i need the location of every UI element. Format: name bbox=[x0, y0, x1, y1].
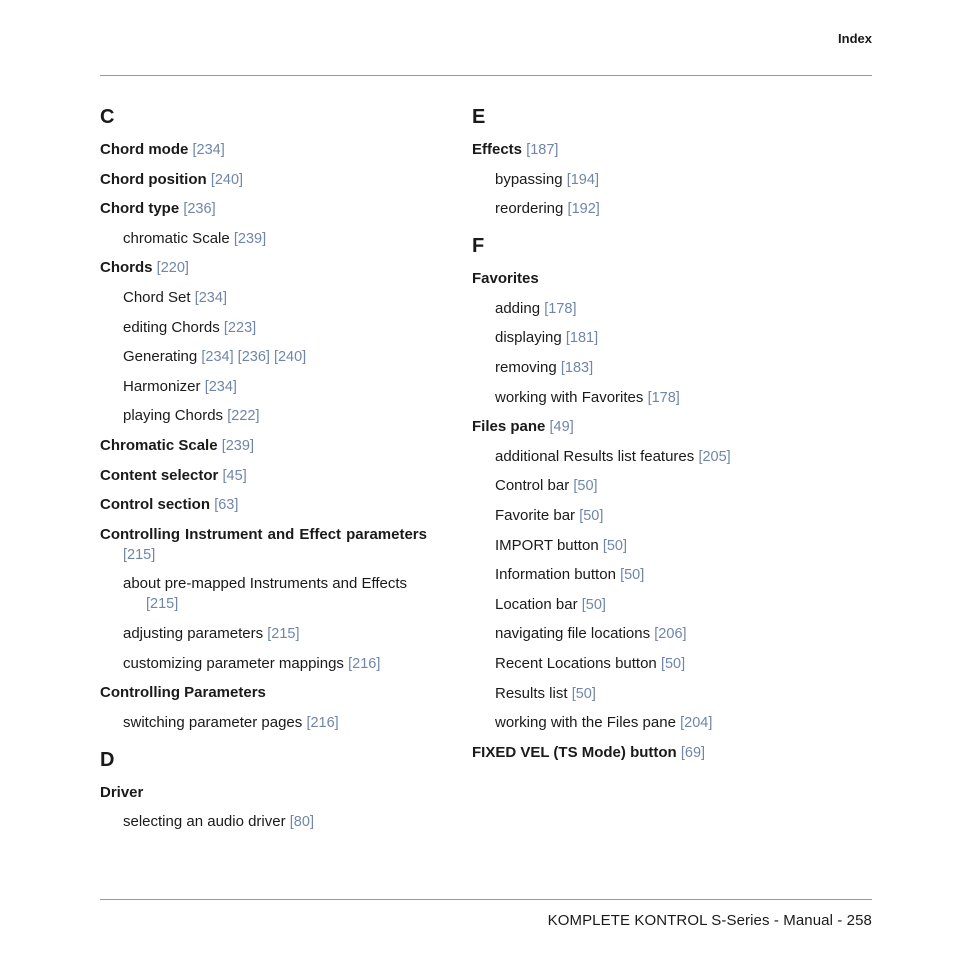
index-subterm: playing Chords bbox=[123, 407, 224, 425]
page-ref-link[interactable]: [178] bbox=[647, 389, 680, 406]
page-ref-link[interactable]: [236] bbox=[183, 201, 216, 218]
index-subentry bbox=[472, 476, 802, 496]
index-subterm: bypassing bbox=[495, 170, 563, 188]
page-ref-link[interactable]: [183] bbox=[560, 359, 594, 376]
index-subterm: switching parameter pages bbox=[123, 713, 303, 731]
page-ref-link[interactable]: [80] bbox=[289, 814, 314, 831]
index-subentry bbox=[472, 654, 802, 674]
page-ref-link[interactable]: [240] bbox=[210, 171, 244, 188]
index-subterm: Harmonizer bbox=[123, 377, 201, 395]
index-subentry bbox=[472, 624, 802, 644]
index-subterm: selecting an audio driver bbox=[123, 813, 286, 831]
page-ref-link[interactable]: [216] bbox=[306, 714, 339, 731]
page-ref-link[interactable]: [49] bbox=[549, 419, 574, 436]
index-subterm: chromatic Scale bbox=[123, 229, 230, 247]
index-subentry bbox=[100, 624, 430, 644]
index-entry bbox=[100, 466, 430, 486]
page-ref-link[interactable]: [222] bbox=[227, 408, 260, 425]
index-subentry bbox=[472, 299, 802, 319]
index-letter-d: D bbox=[100, 748, 115, 771]
index-entry bbox=[472, 743, 802, 763]
index-subterm: Recent Locations button bbox=[495, 654, 657, 672]
page-ref-link[interactable]: [187] bbox=[526, 142, 559, 158]
index-entry bbox=[472, 417, 802, 437]
page-ref-link[interactable]: [192] bbox=[567, 201, 600, 218]
index-term: Effects bbox=[472, 141, 523, 158]
page-ref-link[interactable]: [50] bbox=[620, 567, 645, 584]
index-subentry bbox=[100, 318, 430, 338]
index-term: Favorites bbox=[472, 270, 539, 288]
index-subentry bbox=[100, 406, 430, 426]
index-subterm: displaying bbox=[495, 329, 562, 347]
index-subterm: working with Favorites bbox=[495, 388, 644, 406]
page-ref-link[interactable]: [234] bbox=[194, 289, 227, 306]
index-subentry bbox=[100, 288, 430, 308]
index-term: Content selector bbox=[100, 466, 219, 484]
page-ref-link[interactable]: [50] bbox=[579, 507, 604, 524]
index-subentry bbox=[472, 199, 802, 219]
index-subterm: Chord Set bbox=[123, 288, 191, 306]
page-ref-link[interactable]: [63] bbox=[214, 497, 239, 514]
page-ref-link[interactable]: [69] bbox=[680, 744, 706, 761]
index-subentry bbox=[100, 713, 430, 733]
index-subterm: Information button bbox=[495, 566, 616, 584]
page-ref-link[interactable]: [215] bbox=[267, 625, 300, 642]
index-entry bbox=[100, 525, 430, 565]
index-subterm: customizing parameter mappings bbox=[123, 654, 344, 672]
index-subentry bbox=[100, 347, 430, 367]
index-term: Controlling Instrument and Effect parameters bbox=[100, 525, 427, 543]
index-letter-f: F bbox=[472, 235, 485, 258]
index-entry bbox=[100, 258, 430, 278]
index-entry bbox=[472, 140, 802, 160]
index-subentry bbox=[472, 595, 802, 615]
index-column-right bbox=[472, 104, 802, 772]
index-term: Chromatic Scale bbox=[100, 436, 218, 454]
index-subentry bbox=[100, 377, 430, 397]
index-subentry bbox=[472, 388, 802, 408]
index-column-left bbox=[100, 104, 430, 842]
index-subentry bbox=[472, 565, 802, 585]
page-ref-link[interactable]: [50] bbox=[573, 478, 598, 495]
page-ref-link[interactable]: [50] bbox=[581, 596, 606, 613]
index-subentry bbox=[472, 713, 802, 733]
index-subterm: adjusting parameters bbox=[123, 624, 264, 642]
page-ref-link[interactable]: [216] bbox=[348, 655, 381, 672]
index-term: FIXED VEL (TS Mode) button bbox=[472, 743, 677, 761]
index-subentry bbox=[100, 654, 430, 674]
page-ref-link[interactable]: [215] bbox=[123, 546, 156, 563]
page-ref-link[interactable]: [234] bbox=[204, 378, 237, 395]
index-subterm: IMPORT button bbox=[495, 536, 599, 554]
index-subentry bbox=[472, 506, 802, 526]
index-entry bbox=[100, 199, 430, 219]
index-subterm: additional Results list features bbox=[495, 447, 695, 465]
index-subentry bbox=[472, 536, 802, 556]
page-ref-link[interactable]: [239] bbox=[221, 437, 254, 454]
page-ref-link[interactable]: [234] bbox=[192, 142, 225, 158]
index-subterm: Generating bbox=[123, 348, 198, 366]
section-header: Index bbox=[838, 31, 872, 46]
index-subentry bbox=[472, 170, 802, 190]
page-ref-link[interactable]: [204] bbox=[680, 715, 713, 732]
index-subentry bbox=[100, 229, 430, 249]
page-ref-link[interactable]: [206] bbox=[654, 626, 687, 643]
index-entry bbox=[100, 783, 430, 803]
page-ref-link[interactable]: [205] bbox=[698, 448, 731, 465]
index-subentry bbox=[472, 447, 802, 467]
index-term: Controlling Parameters bbox=[100, 684, 266, 702]
index-subentry bbox=[472, 684, 802, 704]
index-subterm: editing Chords bbox=[123, 318, 220, 336]
footer-divider bbox=[100, 899, 872, 900]
index-subterm: removing bbox=[495, 358, 557, 376]
page-ref-link[interactable]: [181] bbox=[565, 330, 599, 347]
index-subentry bbox=[472, 328, 802, 348]
index-entry bbox=[100, 170, 430, 190]
index-term: Chords bbox=[100, 259, 153, 277]
page-ref-link[interactable]: [194] bbox=[566, 171, 599, 188]
index-subterm: adding bbox=[495, 299, 541, 317]
index-term: Chord position bbox=[100, 170, 207, 188]
index-subterm: Results list bbox=[495, 684, 568, 702]
page-ref-link[interactable]: [239] bbox=[233, 230, 267, 247]
index-term: Files pane bbox=[472, 418, 546, 436]
index-subterm: working with the Files pane bbox=[495, 714, 676, 732]
page-ref-link[interactable]: [45] bbox=[222, 467, 247, 484]
index-subentry bbox=[100, 574, 430, 614]
page-ref-link[interactable]: [223] bbox=[223, 319, 257, 336]
index-term: Driver bbox=[100, 783, 144, 801]
page-ref-link[interactable]: [220] bbox=[156, 260, 189, 277]
index-subentry bbox=[100, 812, 430, 832]
index-term: Chord mode bbox=[100, 141, 189, 158]
index-entry bbox=[100, 140, 430, 160]
index-subterm: reordering bbox=[495, 200, 564, 218]
index-entry bbox=[100, 436, 430, 456]
page-ref-link[interactable]: [50] bbox=[571, 685, 596, 702]
header-divider bbox=[100, 75, 872, 76]
index-entry bbox=[472, 269, 802, 289]
page-ref-link[interactable]: [50] bbox=[660, 655, 686, 672]
page-ref-link[interactable]: [50] bbox=[602, 537, 628, 554]
page-footer: KOMPLETE KONTROL S-Series - Manual - 258 bbox=[547, 912, 872, 929]
index-subterm: Control bar bbox=[495, 477, 570, 495]
page-ref-link[interactable]: [178] bbox=[544, 300, 577, 317]
index-subterm: navigating file locations bbox=[495, 625, 651, 643]
index-letter-c: C bbox=[100, 106, 115, 128]
index-letter-e: E bbox=[472, 106, 486, 128]
index-term: Chord type bbox=[100, 200, 180, 218]
index-term: Control section bbox=[100, 496, 211, 514]
index-subterm: Favorite bar bbox=[495, 506, 576, 524]
index-subterm: about pre-mapped Instruments and Effects bbox=[123, 575, 408, 593]
page-ref-link[interactable]: [215] bbox=[146, 596, 179, 613]
page-ref-link[interactable]: [234] [236] [240] bbox=[201, 349, 307, 366]
index-entry bbox=[100, 683, 430, 703]
index-subentry bbox=[472, 358, 802, 378]
index-entry bbox=[100, 495, 430, 515]
index-subterm: Location bar bbox=[495, 595, 578, 613]
